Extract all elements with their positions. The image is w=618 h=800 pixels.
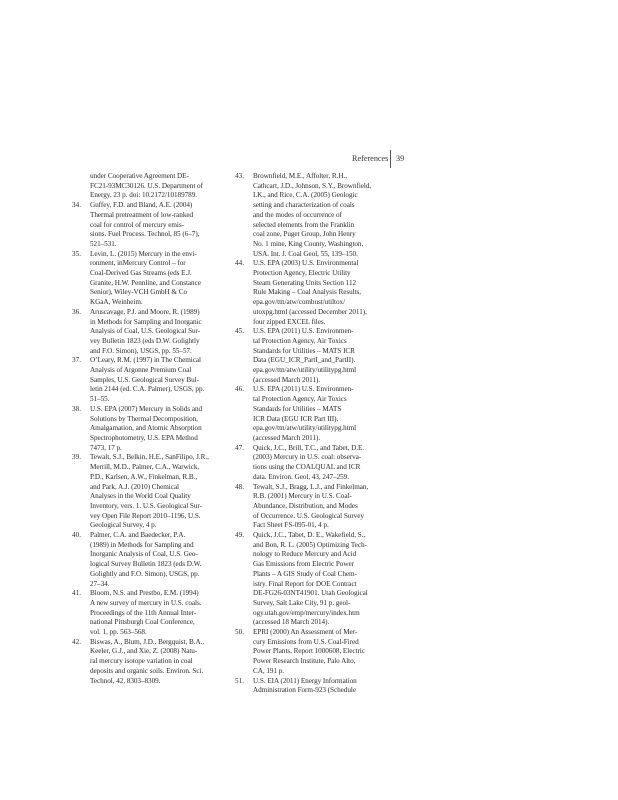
reference-line: ogy.utah.gov/emp/mercury/index.htm — [253, 608, 360, 617]
reference-line: Bloom, N.S. and Prestbo, E.M. (1994) — [90, 589, 199, 598]
reference-line: Administration Form-923 (Schedule — [253, 686, 356, 695]
reference-number: 47. — [235, 443, 244, 452]
reference-line: Gas Emissions from Electric Power — [253, 560, 354, 569]
reference-line: tions using the COALQUAL and ICR — [253, 463, 361, 472]
reference-number: 41. — [72, 589, 81, 598]
reference-line: vey Bulletin 1823 (eds D.W. Golightly — [90, 336, 200, 345]
reference-text — [90, 201, 242, 250]
reference-line: coal for control of mercury emis- — [90, 220, 184, 229]
reference-line: utoxpg.html (accessed December 2011), — [253, 307, 367, 316]
reference-line: I.K., and Rice, C.A. (2005) Geologic — [253, 191, 358, 200]
reference-text — [90, 172, 242, 201]
reference-line: setting and characterization of coals — [253, 201, 355, 210]
reference-line: Keeler, G.J., and Xie, Z. (2008) Natu- — [90, 647, 198, 656]
reference-line: FC21-93MC30126. U.S. Department of — [90, 181, 203, 190]
reference-line: under Cooperative Agreement DE- — [90, 172, 189, 180]
reference-text — [90, 405, 242, 454]
reference-text — [253, 531, 405, 628]
reference-entry — [72, 201, 242, 250]
reference-line: ICR Data (EGU ICR Part III). — [253, 414, 339, 423]
reference-entry — [235, 483, 405, 532]
reference-line: CA, 191 p. — [253, 666, 285, 675]
reference-line: Fact Sheet FS-095-01, 4 p. — [253, 521, 329, 530]
reference-text — [253, 259, 405, 327]
reference-line: U.S. EPA (2003) U.S. Environmental — [253, 259, 359, 268]
reference-number: 50. — [235, 628, 244, 637]
reference-line: Geological Survey, 4 p. — [90, 521, 157, 530]
reference-number: 36. — [72, 307, 81, 316]
reference-line: DE-FG26-03NT41901. Utah Geological — [253, 589, 368, 598]
reference-line: Energy, 23 p. doi: 10.2172/10189789. — [90, 191, 198, 200]
reference-line: Protection Agency, Electric Utility — [253, 269, 351, 278]
reference-line: (accessed March 2011). — [253, 375, 321, 384]
reference-number: 46. — [235, 385, 244, 394]
reference-line: epa.gov/ttn/atw/utility/utilitypg.html — [253, 366, 357, 375]
reference-line: Rule Making – Coal Analysis Results, — [253, 288, 362, 297]
reference-line: and Park, A.J. (2010) Chemical — [90, 482, 179, 491]
reference-line: USA. Int. J. Coal Geol, 55, 139–150. — [253, 249, 358, 258]
reference-entry — [72, 453, 242, 531]
reference-line: epa.gov/ttn/atw/utility/utilitypg.html — [253, 424, 357, 433]
page-number: 39 — [396, 154, 405, 163]
reference-line: Analysis of Argonne Premium Coal — [90, 366, 192, 375]
reference-line: Coal-Derived Gas Streams (eds E.J. — [90, 269, 192, 278]
reference-line: Tewalt, S.J., Bragg, L.J., and Finkelman, — [253, 482, 369, 491]
reference-line: P.D., Karlsen, A.W., Finkelman, R.B., — [90, 472, 198, 481]
reference-number: 38. — [72, 404, 81, 413]
reference-number: 43. — [235, 172, 244, 180]
reference-entry — [235, 677, 405, 696]
reference-text — [90, 250, 242, 308]
reference-number: 40. — [72, 531, 81, 540]
reference-line: Survey, Salt Lake City, 91 p. geol- — [253, 598, 351, 607]
reference-line: Proceedings of the 11th Annual Inter- — [90, 608, 197, 617]
reference-line: 27–34. — [90, 579, 110, 588]
reference-line: four zipped EXCEL files. — [253, 317, 326, 326]
reference-line: Quick, J.C., Brill, T.C., and Tabet, D.E. — [253, 443, 365, 452]
reference-line: in Methods for Sampling and Inorganic — [90, 317, 202, 326]
reference-line: R.B. (2001) Mercury in U.S. Coal- — [253, 492, 352, 501]
reference-line: Technol, 42, 8303–8309. — [90, 676, 161, 685]
reference-line: Golightly and F.O. Simon), USGS, pp. — [90, 569, 200, 578]
reference-line: ral mercury isotope variation in coal — [90, 657, 193, 666]
reference-line: selected elements from the Franklin — [253, 220, 355, 229]
reference-entry — [235, 444, 405, 483]
reference-text — [253, 172, 405, 259]
page-header — [0, 150, 618, 170]
reference-text — [253, 628, 405, 677]
reference-entry — [72, 638, 242, 687]
reference-line: cury Emissions from U.S. Coal-Fired — [253, 637, 359, 646]
reference-line: Power Plants, Report 1000608, Electric — [253, 647, 365, 656]
reference-line: Guffey, F.D. and Bland, A.E. (2004) — [90, 201, 193, 210]
header-divider — [390, 150, 391, 168]
reference-line: logical Survey Bulletin 1823 (eds D.W. — [90, 560, 202, 569]
reference-line: Inorganic Analysis of Coal, U.S. Geo- — [90, 550, 198, 559]
reference-entry — [72, 172, 242, 201]
reference-line: epa.gov/ttn/atw/combust/utiltox/ — [253, 298, 346, 307]
reference-line: Steam Generating Units Section 112 — [253, 278, 357, 287]
reference-line: Data (EGU_ICR_PartI_and_PartII). — [253, 356, 356, 365]
reference-text — [253, 444, 405, 483]
reference-line: coal zone, Puget Group, John Henry — [253, 230, 356, 239]
reference-line: Solutions by Thermal Decomposition, — [90, 414, 198, 423]
reference-line: and the modes of occurrence of — [253, 210, 342, 219]
reference-entry — [72, 531, 242, 589]
reference-line: Inventory, vers. 1. U.S. Geological Sur- — [90, 501, 202, 510]
reference-entry — [72, 308, 242, 357]
reference-line: Power Research Institute, Palo Alto, — [253, 657, 356, 666]
reference-line: Standards for Utilities – MATS — [253, 404, 342, 413]
reference-text — [90, 453, 242, 531]
reference-number: 44. — [235, 259, 244, 268]
reference-line: U.S. EPA (2011) U.S. Environmen- — [253, 385, 354, 394]
reference-number: 34. — [72, 201, 81, 210]
reference-line: Analyses in the World Coal Quality — [90, 492, 191, 501]
reference-text — [90, 308, 242, 357]
reference-line: Amalgamation, and Atomic Absorption — [90, 424, 202, 433]
reference-entry — [235, 172, 405, 259]
reference-line: U.S. EPA (2011) U.S. Environmen- — [253, 327, 354, 336]
reference-entry — [72, 405, 242, 454]
reference-line: vey Open File Report 2010–1196, U.S. — [90, 511, 201, 520]
left-reference-column — [72, 172, 242, 686]
reference-line: (2003) Mercury in U.S. coal: observa- — [253, 453, 362, 462]
reference-line: of Occurrence. U.S. Geological Survey — [253, 511, 364, 520]
reference-line: Plants – A GIS Study of Coal Chem- — [253, 569, 357, 578]
reference-line: 521–531. — [90, 239, 117, 248]
reference-number: 37. — [72, 356, 81, 365]
right-reference-column — [235, 172, 405, 696]
reference-number: 48. — [235, 482, 244, 491]
reference-line: Samples, U.S. Geological Survey Bul- — [90, 375, 199, 384]
reference-line: nology to Reduce Mercury and Acid — [253, 550, 357, 559]
reference-line: tal Protection Agency, Air Toxics — [253, 336, 347, 345]
reference-entry — [235, 327, 405, 385]
running-title: References — [352, 154, 389, 163]
reference-line: U.S. EIA (2011) Energy Information — [253, 676, 357, 685]
reference-line: Abundance, Distribution, and Modes — [253, 501, 358, 510]
reference-line: Biswas, A., Blum, J.D., Bergquist, B.A., — [90, 637, 205, 646]
reference-line: 51–55. — [90, 395, 110, 404]
reference-line: national Pittsburgh Coal Conference, — [90, 618, 195, 627]
reference-entry — [235, 531, 405, 628]
reference-line: EPRI (2000) An Assessment of Mer- — [253, 628, 358, 637]
reference-entry — [235, 259, 405, 327]
reference-number: 35. — [72, 249, 81, 258]
reference-line: 7473, 17 p. — [90, 443, 122, 452]
reference-number: 45. — [235, 327, 244, 336]
reference-line: Aruscavage, P.J. and Moore, R. (1989) — [90, 307, 200, 316]
reference-text — [253, 677, 405, 696]
reference-line: Palmer, C.A. and Baedecker, P.A. — [90, 531, 186, 540]
reference-line: Spectrophotometry, U.S. EPA Method — [90, 433, 198, 442]
reference-line: vol. 1, pp. 563–568. — [90, 628, 147, 637]
reference-number: 51. — [235, 676, 244, 685]
reference-line: Brownfield, M.E., Affolter, R.H., — [253, 172, 347, 180]
reference-line: U.S. EPA (2007) Mercury in Solids and — [90, 404, 203, 413]
reference-line: data. Environ. Geol, 43, 247–259. — [253, 472, 349, 481]
reference-text — [253, 385, 405, 443]
reference-line: O’Leary, R.M. (1997) in The Chemical — [90, 356, 201, 365]
reference-line: (1989) in Methods for Sampling and — [90, 540, 194, 549]
reference-text — [253, 327, 405, 385]
reference-line: KGaA, Weinheim. — [90, 298, 143, 307]
reference-number: 42. — [72, 637, 81, 646]
reference-line: Standards for Utilities – MATS ICR — [253, 346, 355, 355]
reference-entry — [72, 589, 242, 638]
reference-line: Quick, J.C., Tabet, D. E., Wakefield, S., — [253, 531, 366, 540]
reference-line: Granite, H.W. Pennline, and Constance — [90, 278, 201, 287]
reference-line: Thermal pretreatment of low-ranked — [90, 210, 194, 219]
reference-line: istry. Final Report for DOE Contract — [253, 579, 357, 588]
reference-entry — [72, 356, 242, 405]
reference-line: deposits and organic soils. Environ. Sci. — [90, 666, 204, 675]
reference-line: Analysis of Coal, U.S. Geological Sur- — [90, 327, 201, 336]
reference-line: Tewalt, S.J., Belkin, H.E., SanFilipo, J.R., — [90, 453, 209, 462]
reference-line: (accessed 18 March 2014). — [253, 618, 330, 627]
reference-text — [90, 356, 242, 405]
reference-line: and F.O. Simon), USGS, pp. 55–57. — [90, 346, 192, 355]
reference-line: tal Protection Agency, Air Toxics — [253, 395, 347, 404]
reference-number: 39. — [72, 453, 81, 462]
reference-line: Senior), Wiley-VCH GmbH & Co — [90, 288, 187, 297]
reference-line: No. 1 mine, King County, Washington, — [253, 239, 364, 248]
reference-line: (accessed March 2011). — [253, 433, 321, 442]
reference-number: 49. — [235, 531, 244, 540]
reference-line: letin 2144 (ed. C.A. Palmer), USGS, pp. — [90, 385, 205, 394]
reference-entry — [72, 250, 242, 308]
reference-entry — [235, 385, 405, 443]
reference-entry — [235, 628, 405, 677]
reference-line: Levin, L. (2015) Mercury in the envi- — [90, 249, 197, 258]
reference-text — [90, 589, 242, 638]
reference-text — [90, 638, 242, 687]
reference-text — [90, 531, 242, 589]
reference-line: ronment, inMercury Control – for — [90, 259, 186, 268]
reference-line: sions. Fuel Process. Technol, 85 (6–7), — [90, 230, 200, 239]
reference-line: A new survey of mercury in U.S. coals. — [90, 598, 202, 607]
reference-line: Merrill, M.D., Palmer, C.A., Warwick, — [90, 463, 200, 472]
reference-text — [253, 483, 405, 532]
reference-line: and Bon, R. L. (2005) Optimizing Tech- — [253, 540, 367, 549]
reference-line: Cathcart, J.D., Johnson, S.Y., Brownfield, — [253, 181, 372, 190]
